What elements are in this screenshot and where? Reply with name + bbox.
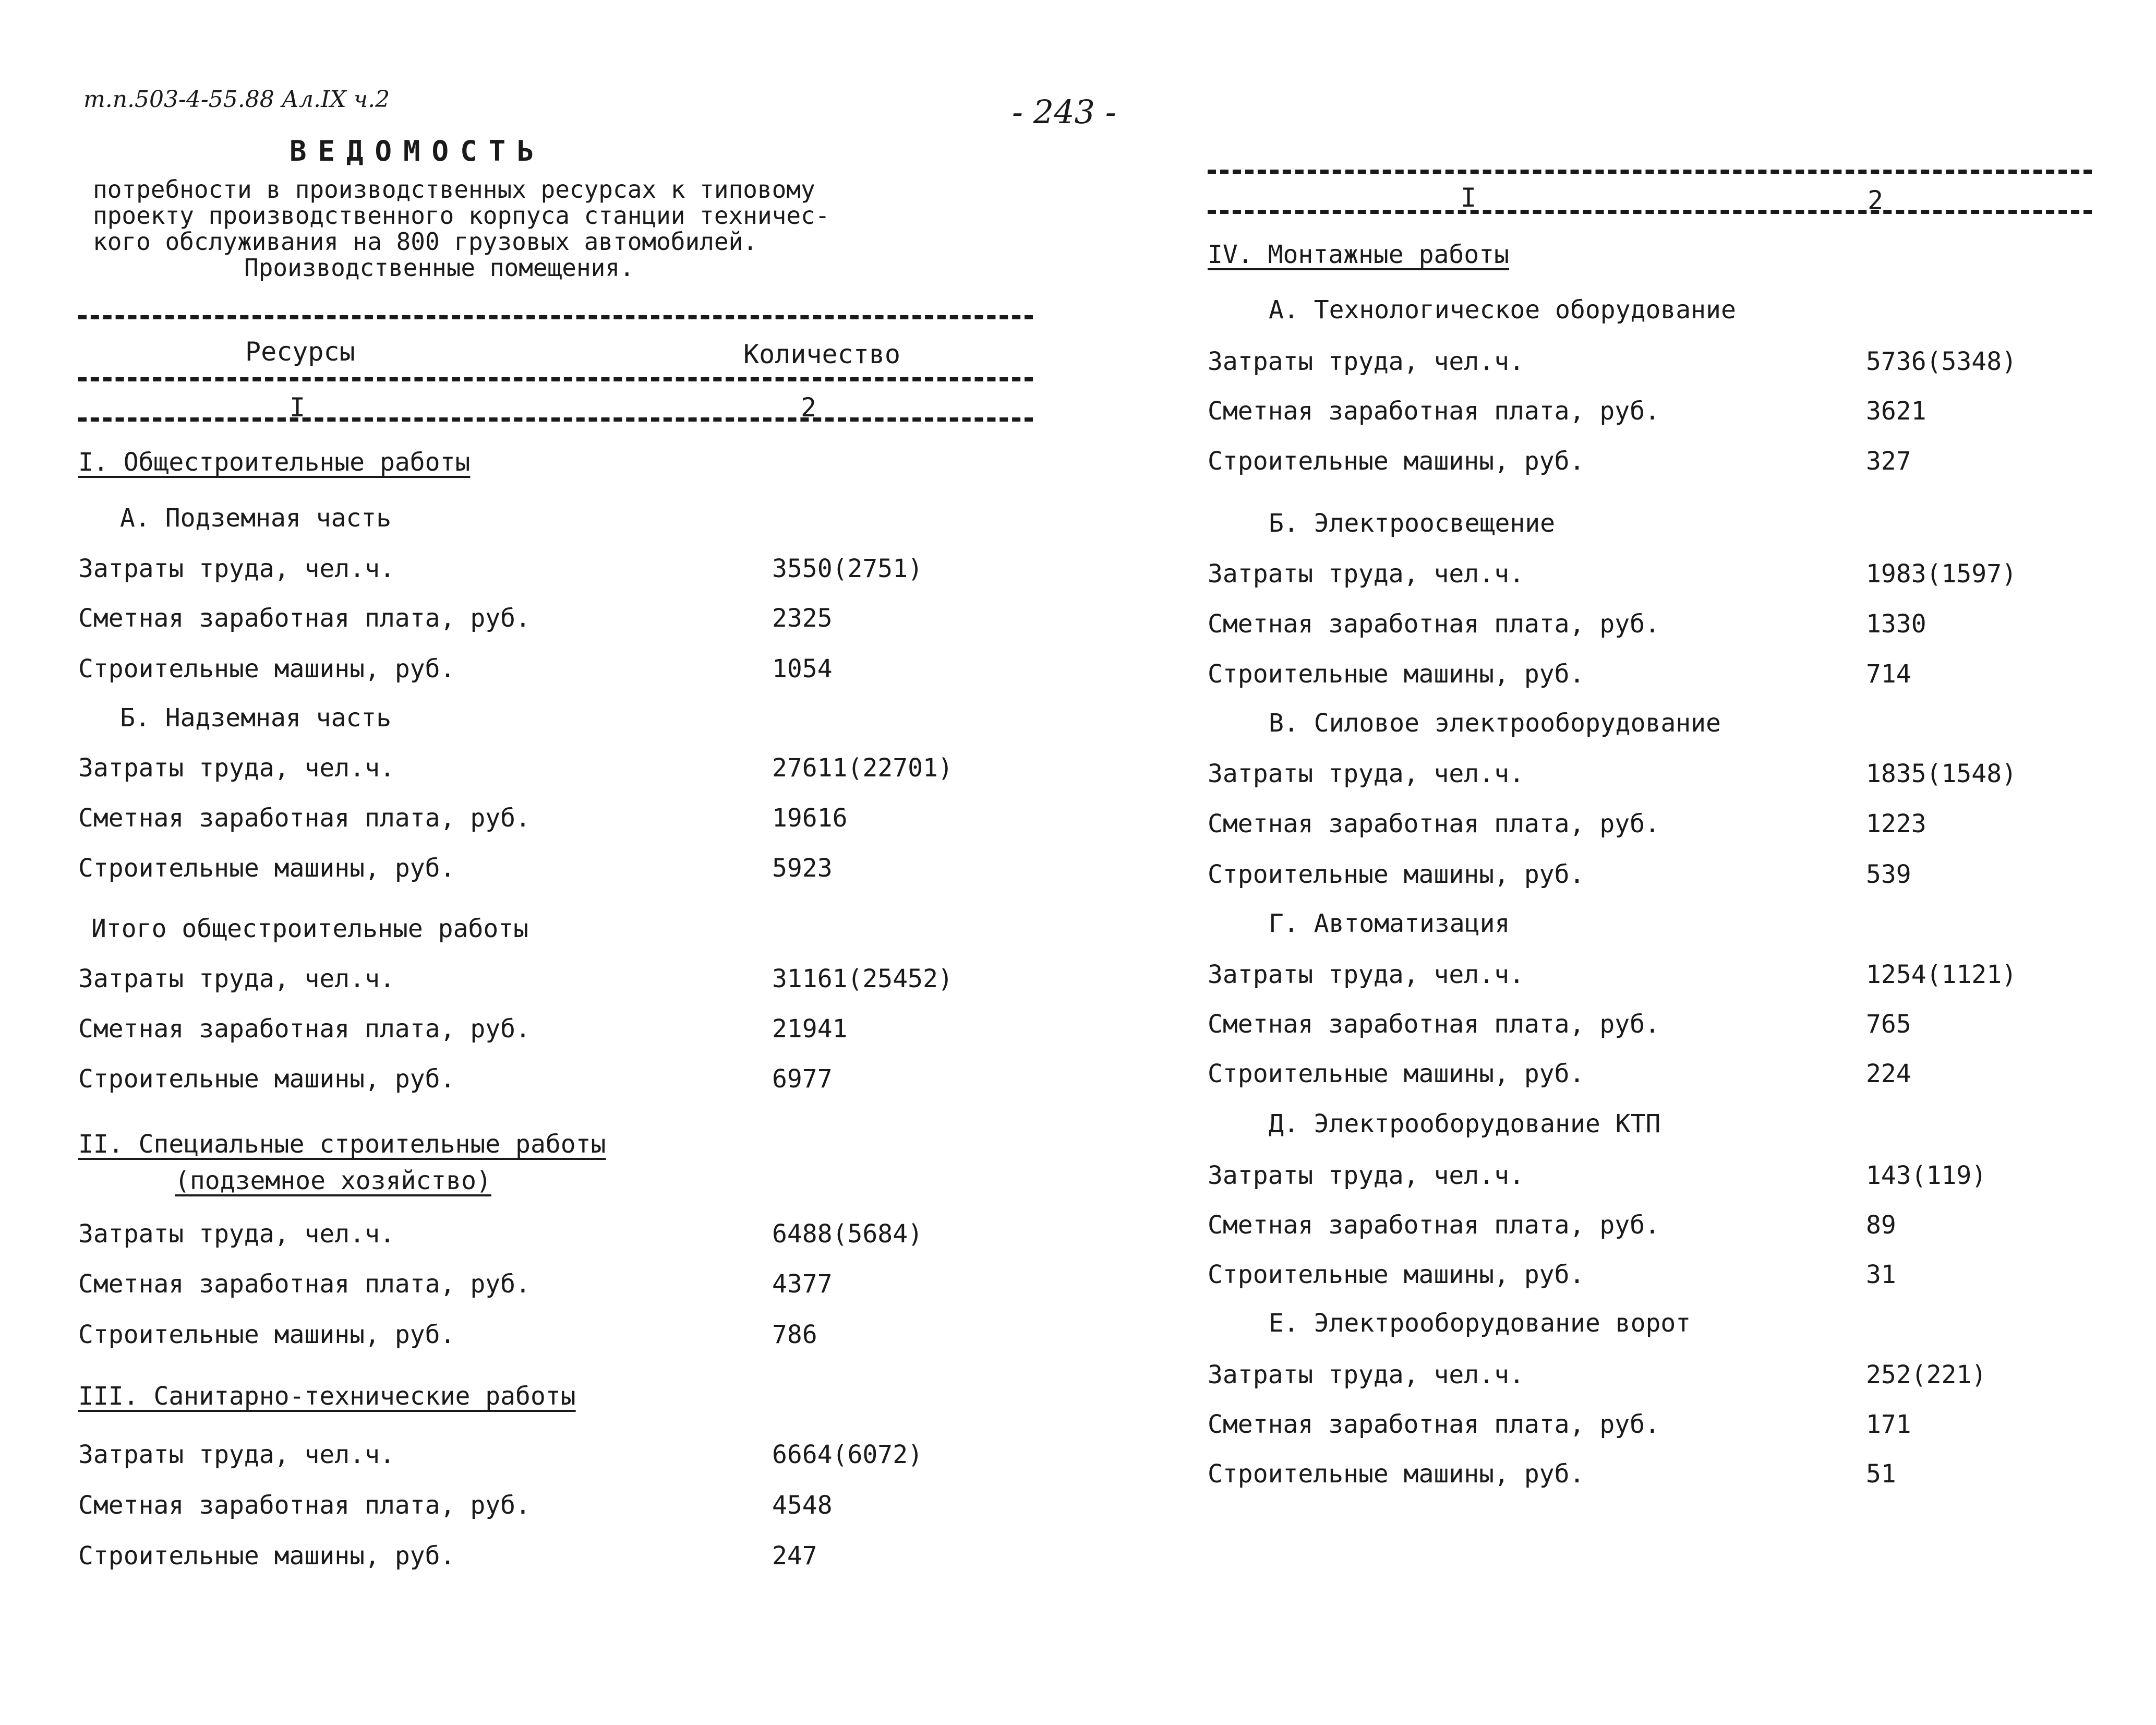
section-1-title: I. Общестроительные работы (78, 448, 471, 477)
row-value: 19616 (772, 804, 848, 833)
row-label: Строительные машины, руб. (1208, 1059, 1585, 1088)
row-label: Строительные машины, руб. (78, 1541, 455, 1571)
row-value: 247 (772, 1541, 817, 1571)
row-value: 4377 (772, 1269, 833, 1299)
section-4d-title: Г. Автоматизация (1269, 909, 1510, 938)
column-number-1: I (290, 392, 306, 423)
row-label: Строительные машины, руб. (1208, 860, 1585, 889)
section-4b-title: Б. Электроосвещение (1269, 509, 1556, 538)
row-value: 5923 (772, 854, 833, 883)
row-value: 6977 (772, 1064, 833, 1094)
row-value: 1254(1121) (1866, 960, 2017, 989)
row-label: Затраты труда, чел.ч. (1208, 559, 1524, 589)
row-label: Затраты труда, чел.ч. (78, 753, 395, 783)
column-number-2: 2 (801, 392, 817, 423)
row-label: Строительные машины, руб. (1208, 1260, 1585, 1289)
row-value: 3621 (1866, 397, 1926, 426)
section-2-subtitle: (подземное хозяйство) (175, 1166, 491, 1195)
row-label: Затраты труда, чел.ч. (1208, 1161, 1524, 1190)
table-rule-top (78, 315, 1033, 319)
subtitle-line-1: потребности в производственных ресурсах к типовому (93, 175, 815, 203)
row-label: Строительные машины, руб. (78, 654, 455, 684)
row-value: 1223 (1866, 809, 1926, 838)
row-label: Сметная заработная плата, руб. (1208, 809, 1660, 838)
document-title: ВЕДОМОСТЬ (290, 135, 546, 167)
row-value: 6664(6072) (772, 1440, 923, 1469)
section-4-title: IV. Монтажные работы (1208, 240, 1509, 269)
row-label: Сметная заработная плата, руб. (78, 1491, 531, 1520)
document-subtitle (93, 176, 907, 281)
row-label: Затраты труда, чел.ч. (1208, 1360, 1524, 1389)
document-code: т.п.503-4-55.88 Ал.IX ч.2 (83, 86, 390, 113)
section-4c-title: В. Силовое электрооборудование (1269, 709, 1721, 738)
section-4e-title: Д. Электрооборудование КТП (1269, 1109, 1661, 1139)
row-value: 327 (1866, 447, 1911, 476)
row-label: Строительные машины, руб. (1208, 447, 1585, 476)
row-label: Сметная заработная плата, руб. (78, 1269, 531, 1299)
section-4a-title: А. Технологическое оборудование (1269, 295, 1736, 325)
row-value: 6488(5684) (772, 1219, 923, 1249)
row-value: 21941 (772, 1014, 848, 1044)
row-label: Строительные машины, руб. (1208, 660, 1585, 689)
row-label: Строительные машины, руб. (78, 854, 455, 883)
row-label: Сметная заработная плата, руб. (1208, 1410, 1660, 1439)
row-value: 1330 (1866, 609, 1926, 639)
row-value: 171 (1866, 1410, 1911, 1439)
row-value: 31161(25452) (772, 964, 953, 993)
subtitle-line-3: кого обслуживания на 800 грузовых автомобилей. (93, 227, 757, 256)
row-value: 5736(5348) (1866, 347, 2017, 376)
row-value: 539 (1866, 860, 1911, 889)
section-1-total-title: Итого общестроительные работы (91, 914, 529, 943)
row-label: Строительные машины, руб. (78, 1064, 455, 1094)
subtitle-line-4: Производственные помещения. (244, 254, 634, 282)
table-rule-bottom (78, 417, 1033, 422)
section-3-title: III. Санитарно-технические работы (78, 1382, 576, 1411)
row-label: Сметная заработная плата, руб. (78, 804, 531, 833)
row-value: 31 (1866, 1260, 1896, 1289)
section-4f-title: Е. Электрооборудование ворот (1269, 1309, 1691, 1338)
row-value: 714 (1866, 660, 1911, 689)
row-label: Затраты труда, чел.ч. (78, 1219, 395, 1249)
row-value: 224 (1866, 1059, 1911, 1088)
right-table-rule-bottom (1208, 210, 2092, 214)
right-column-number-2: 2 (1868, 185, 1884, 215)
row-label: Затраты труда, чел.ч. (1208, 759, 1524, 788)
section-2-title: II. Специальные строительные работы (78, 1130, 606, 1159)
right-column-number-1: I (1461, 183, 1477, 213)
row-value: 143(119) (1866, 1161, 1987, 1190)
row-value: 786 (772, 1320, 817, 1349)
row-value: 2325 (772, 604, 833, 633)
section-1a-title: А. Подземная часть (120, 504, 392, 533)
row-value: 765 (1866, 1010, 1911, 1039)
row-value: 4548 (772, 1491, 833, 1520)
row-label: Строительные машины, руб. (78, 1320, 455, 1349)
table-rule-middle (78, 377, 1033, 381)
row-label: Строительные машины, руб. (1208, 1459, 1585, 1489)
row-label: Затраты труда, чел.ч. (1208, 960, 1524, 989)
row-label: Сметная заработная плата, руб. (1208, 609, 1660, 639)
subtitle-line-2: проекту производственного корпуса станции техничес- (93, 201, 830, 230)
row-label: Сметная заработная плата, руб. (1208, 397, 1660, 426)
page-number: - 243 - (1012, 93, 1116, 131)
row-label: Затраты труда, чел.ч. (1208, 347, 1524, 376)
row-label: Сметная заработная плата, руб. (78, 604, 531, 633)
row-value: 51 (1866, 1459, 1896, 1489)
row-value: 27611(22701) (772, 753, 953, 783)
section-1b-title: Б. Надземная часть (120, 703, 392, 733)
right-table-rule-top (1208, 170, 2092, 174)
row-label: Затраты труда, чел.ч. (78, 554, 395, 583)
row-label: Затраты труда, чел.ч. (78, 964, 395, 993)
row-label: Сметная заработная плата, руб. (1208, 1211, 1660, 1240)
row-value: 89 (1866, 1211, 1896, 1240)
row-value: 1983(1597) (1866, 559, 2017, 589)
row-value: 1835(1548) (1866, 759, 2017, 788)
row-label: Сметная заработная плата, руб. (1208, 1010, 1660, 1039)
column-header-resource: Ресурсы (245, 337, 355, 367)
row-value: 252(221) (1866, 1360, 1987, 1389)
column-header-quantity: Количество (743, 339, 901, 369)
row-value: 3550(2751) (772, 554, 923, 583)
row-label: Сметная заработная плата, руб. (78, 1014, 531, 1044)
row-label: Затраты труда, чел.ч. (78, 1440, 395, 1469)
row-value: 1054 (772, 654, 833, 684)
